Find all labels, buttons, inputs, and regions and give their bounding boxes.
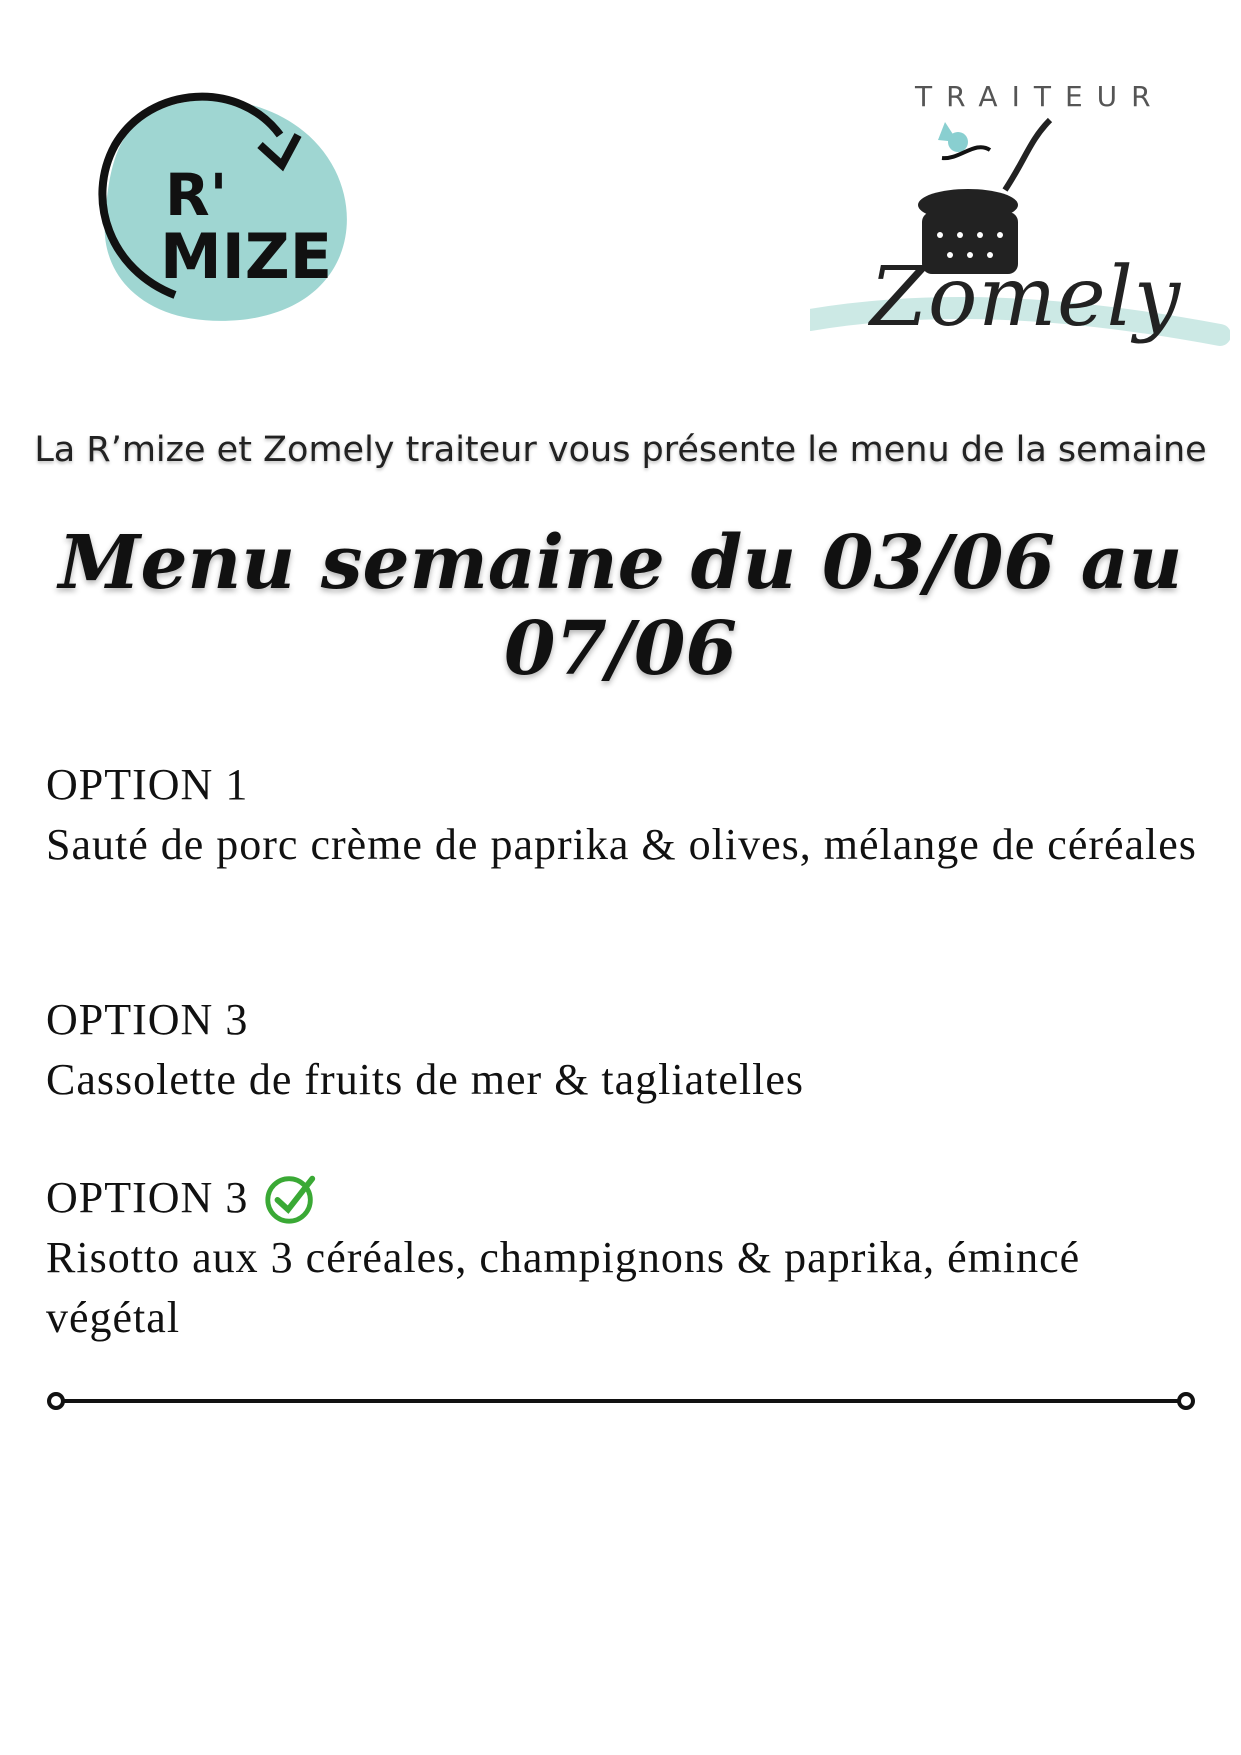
- zomely-brand: Zomely: [870, 250, 1182, 345]
- rmize-logo: [70, 80, 360, 330]
- menu-title: Menu semaine du 03/06 au 07/06: [58, 520, 1183, 692]
- vegetarian-check-icon: [262, 1169, 320, 1227]
- option-label: OPTION 1: [46, 760, 249, 809]
- option-3: [46, 1168, 1206, 1348]
- option-dish: Sauté de porc crème de paprika & olives, mélange de céréales: [46, 820, 1197, 869]
- divider-line: [46, 1387, 1196, 1415]
- option-dish: Cassolette de fruits de mer & tagliatelles: [46, 1055, 805, 1104]
- intro-text: La R’mize et Zomely traiteur vous présente le menu de la semaine: [34, 430, 1207, 470]
- fairy-icon: [938, 122, 990, 158]
- option-label-row: [46, 1168, 1206, 1228]
- option-label: OPTION 3: [46, 995, 249, 1044]
- option-1: [46, 755, 1206, 875]
- rmize-logo-line1: R': [165, 161, 228, 229]
- rmize-logo-line2: MIZE: [160, 220, 333, 293]
- option-2: [46, 990, 1206, 1110]
- option-dish: Risotto aux 3 céréales, champignons & paprika, émincé végétal: [46, 1233, 1081, 1342]
- option-label: OPTION 3: [46, 1173, 249, 1222]
- traiteur-label: TRAITEUR: [915, 80, 1165, 113]
